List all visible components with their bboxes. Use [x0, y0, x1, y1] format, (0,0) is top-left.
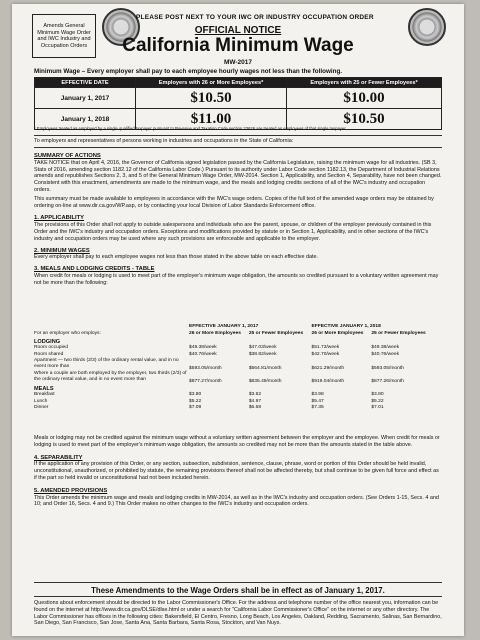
col-effective-date: EFFECTIVE DATE [35, 78, 136, 88]
row-label: Dinner [34, 405, 49, 410]
table-row [34, 358, 434, 371]
cell: $564.81/month [248, 366, 282, 371]
summary-section [34, 153, 442, 287]
separability-text: If the application of any provision of this Order, or any section, subsection, subdivision, sentence, clause, phrase, word or portion of this Order should be held invalid, unconstitutional, unauthorized, or prohibited by statute, the remaining provisions thereof shall not be affected thereby, but shall continue to be given full force and effect as if the part so held invalid or unconstitutional had not been included herein. [34, 461, 439, 481]
section-heading: 3. MEALS AND LODGING CREDITS - TABLE [34, 266, 155, 273]
meals-intro-text: When credit for meals or lodging is used to meet part of the employer's minimum wage obligation, the amounts so credited pursuant to a voluntary written agreement may not be more than the following: [34, 272, 439, 286]
cell: $7.35 [311, 405, 324, 410]
section-heading: SUMMARY OF ACTIONS [34, 153, 101, 159]
employer-label: For an employer who employs: [34, 330, 101, 336]
cell: $3.62 [248, 392, 262, 397]
effective-date: January 1, 2017 [35, 88, 136, 109]
intro-text: To employers and representatives of persons working in industries and occupations in the State of California: [34, 138, 294, 144]
divider [34, 582, 442, 583]
wage-table-header [35, 78, 442, 88]
divider [34, 147, 442, 148]
row-label: Breakfast [34, 392, 55, 397]
notice-sheet [12, 4, 464, 636]
cell: $51.73/week [311, 345, 340, 350]
cell: $6.68 [248, 405, 262, 410]
cell: $40.76/week [189, 351, 217, 357]
meals-after-text: Meals or lodging may not be credited against the minimum wage without a voluntary written agreement between the employer and the employee. When credit for meals or lodging is used to meet part of the employer's minimum wage obligation, the amounts so credited may not be more than the amounts stated in the table above. [34, 435, 440, 448]
questions-text: Questions about enforcement should be directed to the Labor Commissioner's Office. For the address and telephone number of the office nearest you, information can be found on the internet at http://www.dir.ca.gov/DLSE/dlse.html or under a search for "California Labor Commissioner's Office" on the internet or any other directory. The Labor Commissioner has offices in the following cities: Bakersfield, El Centro, Fresno, Long Beach, Los Angeles, Oakland, Redding, Sacramento, Salinas, San Bernardino, San Diego, San Francisco, San Jose, Santa Ana, Santa Barbara, Santa Rosa, Stockton, and Van Nuys. [34, 600, 442, 627]
later-sections [34, 435, 442, 508]
official-notice-text: OFFICIAL NOTICE [194, 25, 282, 36]
meals-heading-row [34, 384, 434, 392]
col-large: 26 or More Employees [189, 330, 241, 336]
cell: $4.97 [248, 398, 262, 404]
wage-large: $11.00 [136, 109, 287, 130]
cell: $42.70/week [311, 351, 340, 357]
effective-2018: EFFECTIVE JANUARY 1, 2018 [311, 324, 381, 329]
minimum-wages-text: Every employer shall pay to each employee wages not less than those stated in the above table on each effective date. [34, 254, 318, 261]
section-heading: 2. MINIMUM WAGES [34, 247, 90, 254]
effective-statement: These Amendments to the Wage Orders shall be in effect as of January 1, 2017. [91, 586, 385, 595]
cell: $593.05/month [189, 366, 222, 371]
cell: $5.47 [311, 398, 324, 404]
divider [34, 135, 442, 136]
cell: $3.98 [311, 392, 324, 397]
cell: $621.29/month [311, 366, 345, 371]
post-instruction: PLEASE POST NEXT TO YOUR IWC OR INDUSTRY OCCUPATION ORDER [136, 14, 374, 21]
summary-paragraph: This summary must be made available to employees in accordance with the IWC's wage orders. Copies of the full text of the amended wage orders may be obtained by ordering on-line at www.dir.ca.gov/WP.asp, or by contacting your local Division of Labor Standards Enforcement office. [34, 195, 434, 209]
cell: $835.49/month [248, 379, 282, 384]
section-heading: 1. APPLICABILITY [34, 215, 85, 222]
cell: $49.38/week [189, 345, 217, 350]
wage-small: $10.00 [287, 88, 442, 109]
col-large: 26 or More Employees [311, 330, 364, 336]
cell: $7.09 [189, 405, 202, 410]
amended-text: This Order amends the minimum wage and meals and lodging credits in MW-2014, as well as in the IWC's industry and occupation orders. (See Orders 1-15, Secs. 4 and 10; and Order 16, Secs. 4 and 9.) This Order makes no other changes to the IWC's industry and occupation orders. [34, 494, 439, 508]
meals-lodging-table [34, 324, 434, 412]
lodging-heading: LODGING [34, 339, 61, 345]
row-label: Room occupied [34, 345, 68, 350]
cell: $877.27/month [189, 379, 222, 384]
table-row [35, 88, 442, 109]
cell: $47.03/week [248, 345, 277, 350]
minimum-wage-table [34, 77, 442, 130]
applicability-text: The provisions of this Order shall not apply to outside salespersons and individuals who are the parent, spouse, or children of the employer previously contained in this Order and the IWC's industry and occupation orders. Exceptions and modifications provided by statute or in Section 1, Applicability, and in other sections of the IWC's industry and occupation orders may be used where any such provisions are enforceable and applicable to the employer. [34, 222, 432, 242]
lodging-heading-row [34, 337, 434, 345]
row-label: Room shared [34, 351, 64, 357]
cell: $877.26/month [371, 379, 404, 384]
cell: $5.22 [189, 398, 202, 404]
section-heading: 5. AMENDED PROVISIONS [34, 487, 108, 494]
cell: $40.76/week [371, 351, 400, 357]
wage-small: $10.50 [287, 109, 442, 130]
summary-paragraph: TAKE NOTICE that on April 4, 2016, the Governor of California signed legislation passed by the California Legislature, raising the minimum wage for all industries. (SB 3, Stats of 2016, amending section 1182.12 of the California Labor Code.) Pursuant to its authority under Labor Code section 1182.13, the Department of Industrial Relations amends and republishes Sections 2, 3, and 5 of the General Minimum Wage Order, MW-2014. Section 1, Applicability, and Section 4, Separability, have not been changed. Consistent with this enactment, amendments are made to the minimum wage, and the meals and lodging credits sections of all of the IWC's industry and occupation orders. [34, 159, 442, 193]
col-small: 25 or Fewer Employees [371, 330, 426, 336]
section-heading: 4. SEPARABILITY [34, 454, 83, 461]
effective-2017: EFFECTIVE JANUARY 1, 2017 [189, 324, 259, 329]
cell: $3.80 [189, 392, 202, 397]
cell: $38.82/week [248, 351, 277, 357]
table-row [34, 405, 434, 412]
col-small-employers: Employers with 25 or Fewer Employees* [287, 78, 442, 88]
cell: $7.01 [371, 405, 384, 410]
amends-badge: Amends General Minimum Wage Order and IWC Industry and Occupation Orders [32, 14, 96, 58]
minimum-wage-subtitle: Minimum Wage – Every employer shall pay to each employee hourly wages not less than the following. [34, 68, 343, 75]
meals-heading: MEALS [34, 386, 54, 392]
col-small: 25 or Fewer Employees [248, 330, 304, 336]
page-title: California Minimum Wage [122, 35, 354, 56]
cell: $919.04/month [311, 379, 345, 384]
cell: $5.22 [371, 398, 384, 404]
wage-large: $10.50 [136, 88, 287, 109]
table-row [34, 371, 434, 384]
row-label: Lunch [34, 398, 48, 404]
effective-date: January 1, 2018 [35, 109, 136, 130]
divider [34, 596, 442, 597]
cell: $49.38/week [371, 345, 400, 350]
col-large-employers: Employers with 26 or More Employees* [136, 78, 287, 88]
wage-footnote: * Employees treated as employed by a single qualified taxpayer pursuant to Revenue and Taxation Code section 23626 are treated as employees of that single taxpayer. [34, 126, 347, 131]
cell: $3.80 [371, 392, 384, 397]
cell: $593.05/month [371, 366, 404, 371]
row-label: Apartment — two thirds (2/3) of the ordinary rental value, and in no event more than [34, 358, 179, 369]
row-label: Where a couple are both employed by the employer, two thirds (2/3) of the ordinary rental value, and in no event more than [34, 371, 187, 382]
order-number: MW-2017 [223, 59, 253, 66]
